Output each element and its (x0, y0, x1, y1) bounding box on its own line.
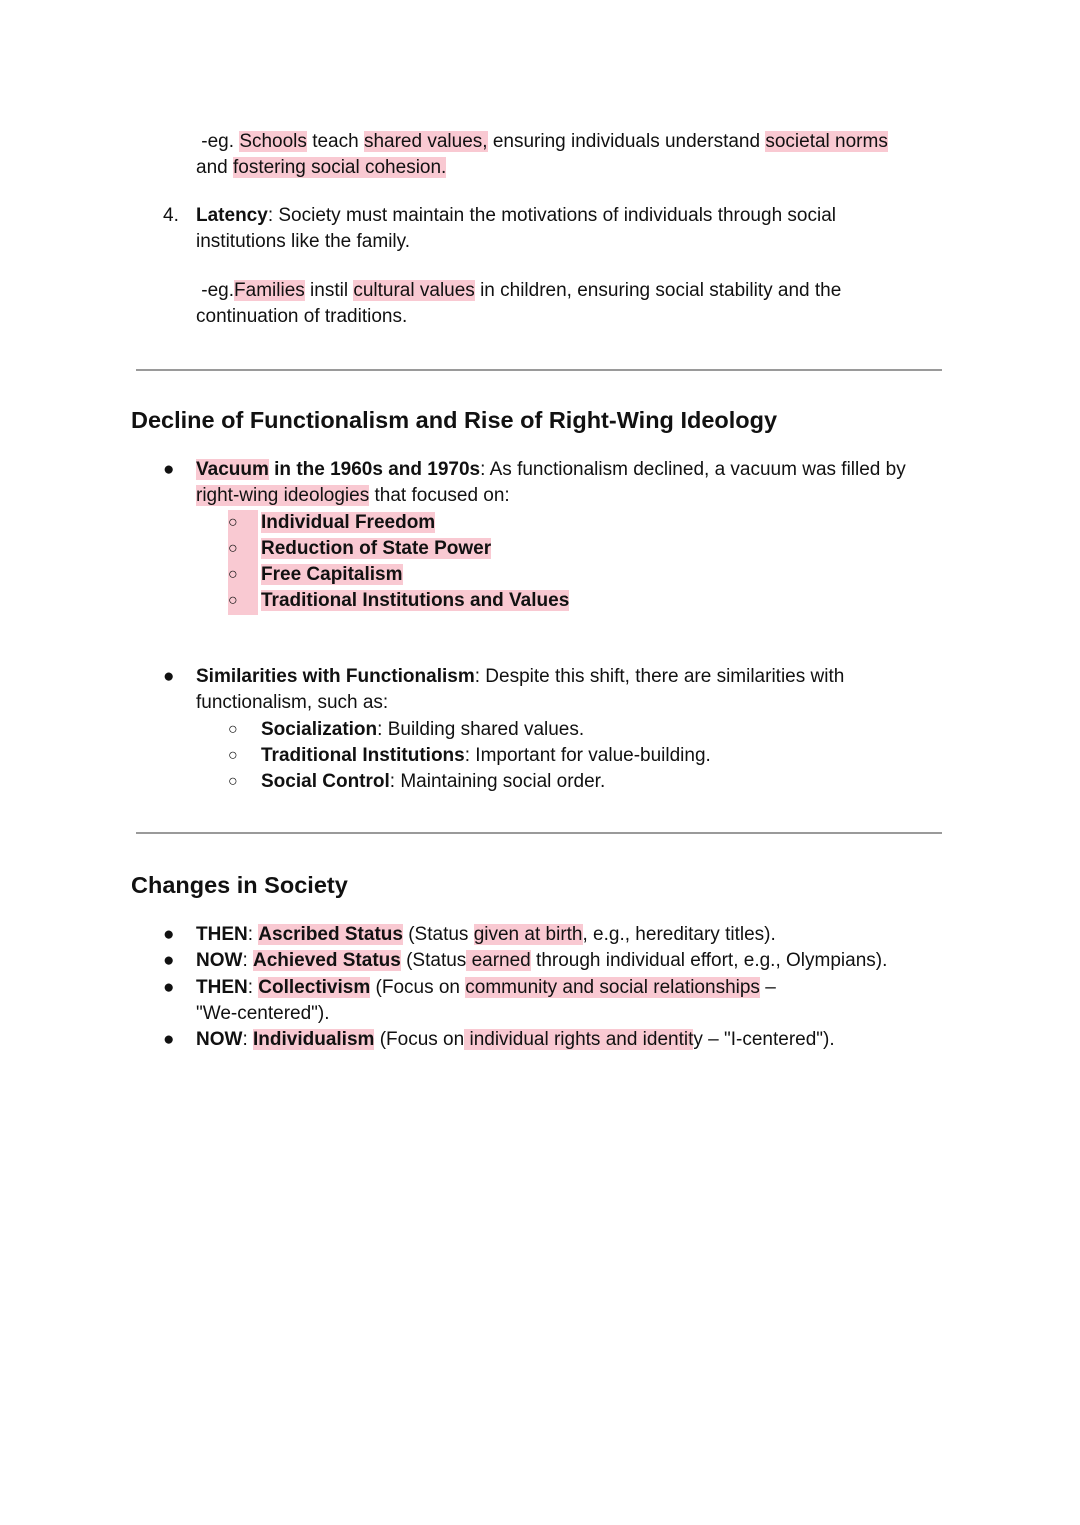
list-item (163, 203, 836, 229)
text: -eg. (196, 131, 240, 152)
highlighted-text: right-wing ideologies (196, 485, 370, 507)
highlighted-text: community and social relationships (465, 976, 760, 998)
bold-text: NOW (196, 950, 243, 972)
text: y – "I-centered"). (693, 1029, 835, 1051)
text: that focused on: (369, 485, 510, 507)
text-line (196, 155, 888, 181)
text: (Focus on (370, 976, 466, 998)
highlighted-text: Schools (239, 131, 307, 152)
circle-bullet-icon: ○ (228, 510, 258, 536)
highlighted-text: Ascribed Status (258, 924, 403, 945)
text-line (196, 229, 836, 255)
section-heading-changes: Changes in Society (131, 872, 348, 898)
text: ensuring individuals understand (487, 131, 766, 152)
list-item (163, 664, 845, 690)
text: teach (306, 131, 364, 152)
text: -eg. (196, 280, 235, 301)
example-schools (196, 129, 888, 182)
bold-text: Similarities with Functionalism (196, 666, 475, 687)
highlighted-text: Achieved Status (253, 950, 401, 972)
bullet-icon: ● (163, 950, 175, 972)
bullet-icon: ● (163, 459, 175, 480)
bold-text: Social Control (261, 771, 390, 793)
text-line (196, 278, 841, 304)
section-heading-decline: Decline of Functionalism and Rise of Right-Wing Ideology (131, 407, 778, 433)
highlighted-text: Collectivism (258, 976, 371, 998)
highlighted-text: cultural values (353, 280, 475, 301)
circle-bullet-icon: ○ (228, 536, 258, 562)
bold-text: THEN (196, 924, 248, 945)
list-item (196, 588, 906, 614)
text: and (196, 157, 233, 179)
bullet-icon: ● (163, 924, 175, 945)
similarities-bullet (163, 664, 845, 795)
text: : Despite this shift, there are similarities with (474, 666, 845, 687)
circle-bullet-icon: ○ (228, 773, 238, 791)
highlighted-text: Traditional Institutions and Values (261, 590, 570, 612)
highlighted-text: Free Capitalism (261, 564, 403, 586)
text: functionalism, such as: (196, 692, 389, 714)
text: institutions like the family. (196, 231, 411, 253)
text: : (242, 950, 253, 972)
highlighted-text: earned (466, 950, 531, 972)
highlighted-text: Families (234, 280, 305, 301)
text: : (242, 1029, 253, 1051)
bold-text: Socialization (261, 718, 378, 740)
bullet-icon: ● (163, 666, 175, 687)
list-item (163, 975, 887, 1001)
text: through individual effort, e.g., Olympians). (530, 950, 888, 972)
list-item (163, 457, 906, 483)
text: , e.g., hereditary titles). (582, 924, 776, 945)
divider (136, 369, 942, 371)
highlighted-text: Reduction of State Power (261, 537, 492, 559)
circle-bullet-icon: ○ (228, 720, 238, 738)
text: continuation of traditions. (196, 306, 408, 328)
example-families (196, 278, 841, 331)
highlighted-text: Vacuum (196, 459, 269, 480)
bold-text: THEN (196, 976, 248, 998)
bold-text: NOW (196, 1029, 243, 1051)
list-item (163, 948, 888, 974)
text: instil (304, 280, 354, 301)
circle-bullet-icon: ○ (228, 562, 258, 588)
text-line (196, 690, 844, 716)
latency-item (163, 203, 836, 256)
list-number: 4. (163, 205, 179, 226)
text: : Maintaining social order. (389, 771, 606, 793)
bold-text: Traditional Institutions (261, 744, 465, 766)
text: (Focus on (374, 1029, 465, 1051)
text-line (196, 1001, 887, 1027)
text: : As functionalism declined, a vacuum was filled by (480, 459, 906, 480)
text: : (247, 976, 259, 998)
text-line (196, 304, 841, 330)
bullet-icon: ● (163, 976, 175, 998)
changes-list (163, 922, 888, 1053)
text: : Society must maintain the motivations of individuals through social (267, 205, 836, 226)
highlighted-text: given at birth (473, 924, 583, 945)
text: "We-centered"). (196, 1002, 330, 1024)
highlighted-text: fostering social cohesion. (232, 157, 447, 179)
vacuum-bullet (163, 457, 906, 615)
list-item (196, 562, 906, 588)
bullet-icon: ● (163, 1029, 175, 1051)
text: (Status (402, 924, 474, 945)
text-line (196, 483, 906, 509)
text: (Status (400, 950, 467, 972)
list-item (196, 769, 844, 795)
list-item (163, 922, 887, 948)
list-item (196, 536, 906, 562)
highlighted-text: Individualism (253, 1029, 375, 1051)
highlighted-text: shared values, (363, 131, 488, 152)
bold-text: Latency (196, 205, 268, 226)
circle-bullet-icon: ○ (228, 746, 238, 764)
circle-bullet-icon: ○ (228, 588, 258, 614)
highlighted-text: Individual Freedom (261, 511, 436, 533)
text-line (196, 129, 888, 155)
list-item (163, 1027, 887, 1053)
text: – (759, 976, 776, 998)
text: in children, ensuring social stability and the (474, 280, 842, 301)
divider (136, 832, 942, 834)
highlighted-text: societal norms (765, 131, 888, 152)
text: : Important for value-building. (464, 744, 711, 766)
text: : (247, 924, 259, 945)
list-item (196, 717, 844, 743)
list-item (196, 510, 906, 536)
text: : Building shared values. (377, 718, 585, 740)
list-item (196, 743, 844, 769)
bold-text: in the 1960s and 1970s (268, 459, 481, 480)
highlighted-text: individual rights and identit (464, 1029, 694, 1051)
